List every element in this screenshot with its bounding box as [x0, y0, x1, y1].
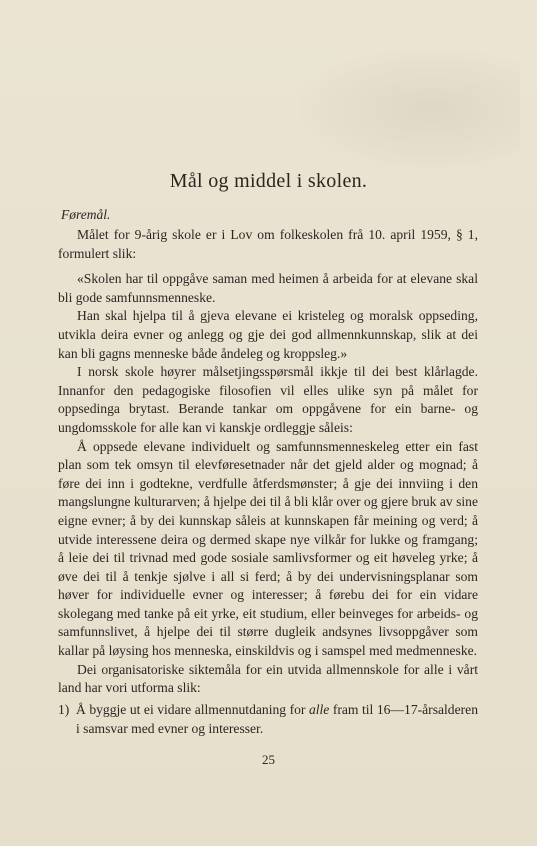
page-number: 25	[262, 752, 275, 767]
list-item-text-end: fram til 16—17-årsalderen i samsvar med evner og interesser.	[76, 702, 478, 736]
list-item-number: 1)	[58, 702, 70, 717]
body-text	[58, 226, 478, 698]
list-item-emphasis: alle	[308, 702, 330, 717]
paragraph-4: I norsk skole høyrer målsetjingsspørsmål ikkje til dei best klårlagde. Innanfor den pedagogiske filosofien vil elles ulike syn på målet for oppsedinga brytast. Berande tankar om oppgåvene for ein barne- og ungdomsskole for alle kan vi kanskje ordleggje såleis:	[58, 364, 478, 435]
paragraph-6: Dei organisatoriske siktemåla for ein utvida allmennskole for alle i vårt land har vori utforma slik:	[58, 661, 478, 696]
paragraph-2: «Skolen har til oppgåve saman med heimen å arbeida for at elevane skal bli gode samfunnsmenneske.	[58, 271, 478, 305]
list-item-body	[76, 701, 478, 738]
paragraph-3: Han skal hjelpa til å gjeva elevane ei kristeleg og moralsk oppseding, utvikla deira evner og anlegg og gje dei god allmennkunnskap, slik at dei kan bli gagns menneske både åndeleg og kroppsleg.»	[58, 308, 478, 361]
section-label: Føremål.	[61, 207, 111, 222]
list-item-1	[58, 701, 478, 738]
show-through-shadow	[300, 50, 520, 170]
page-title: Mål og middel i skolen.	[169, 170, 368, 192]
paragraph-1: Målet for 9-årig skole er i Lov om folkeskolen frå 10. april 1959, § 1, formulert slik:	[58, 227, 478, 261]
paragraph-5: Å oppsede elevane individuelt og samfunnsmenneskeleg etter ein fast plan som tek omsyn til elevføresetnader når det gjeld alder og mognad; å føre dei inn i godtekne, verdfulle åtferdsmønster; å gje dei innviing i den mangslungne kulturarven; å hjelpe dei til å bli klår over og gjere bruk av sine eigne evner; å by dei kunnskap såleis at kunnskapen får meining og verd; å utvide interessene deira og dermed skape nye vilkår for lukke og framgang; å leie dei til trivnad med gode sosiale samlivsformer og eit høveleg yrke; å øve dei til å tenkje sjølve i all si ferd; å by dei undervisningsplanar som høver for individuelle evner og interesser; å førebu dei for ein vidare skolegang med tanke på eit yrke, eit studium, eller beinveges for arbeids- og samfunnslivet, å hjelpe dei til større dugleik andsynes livsoppgåver som kallar på løysing hos menneska, einskildvis og i samspel med medmenneske.	[58, 438, 478, 659]
list-item-text-start: Å byggje ut ei vidare allmennutdaning for	[76, 702, 309, 717]
